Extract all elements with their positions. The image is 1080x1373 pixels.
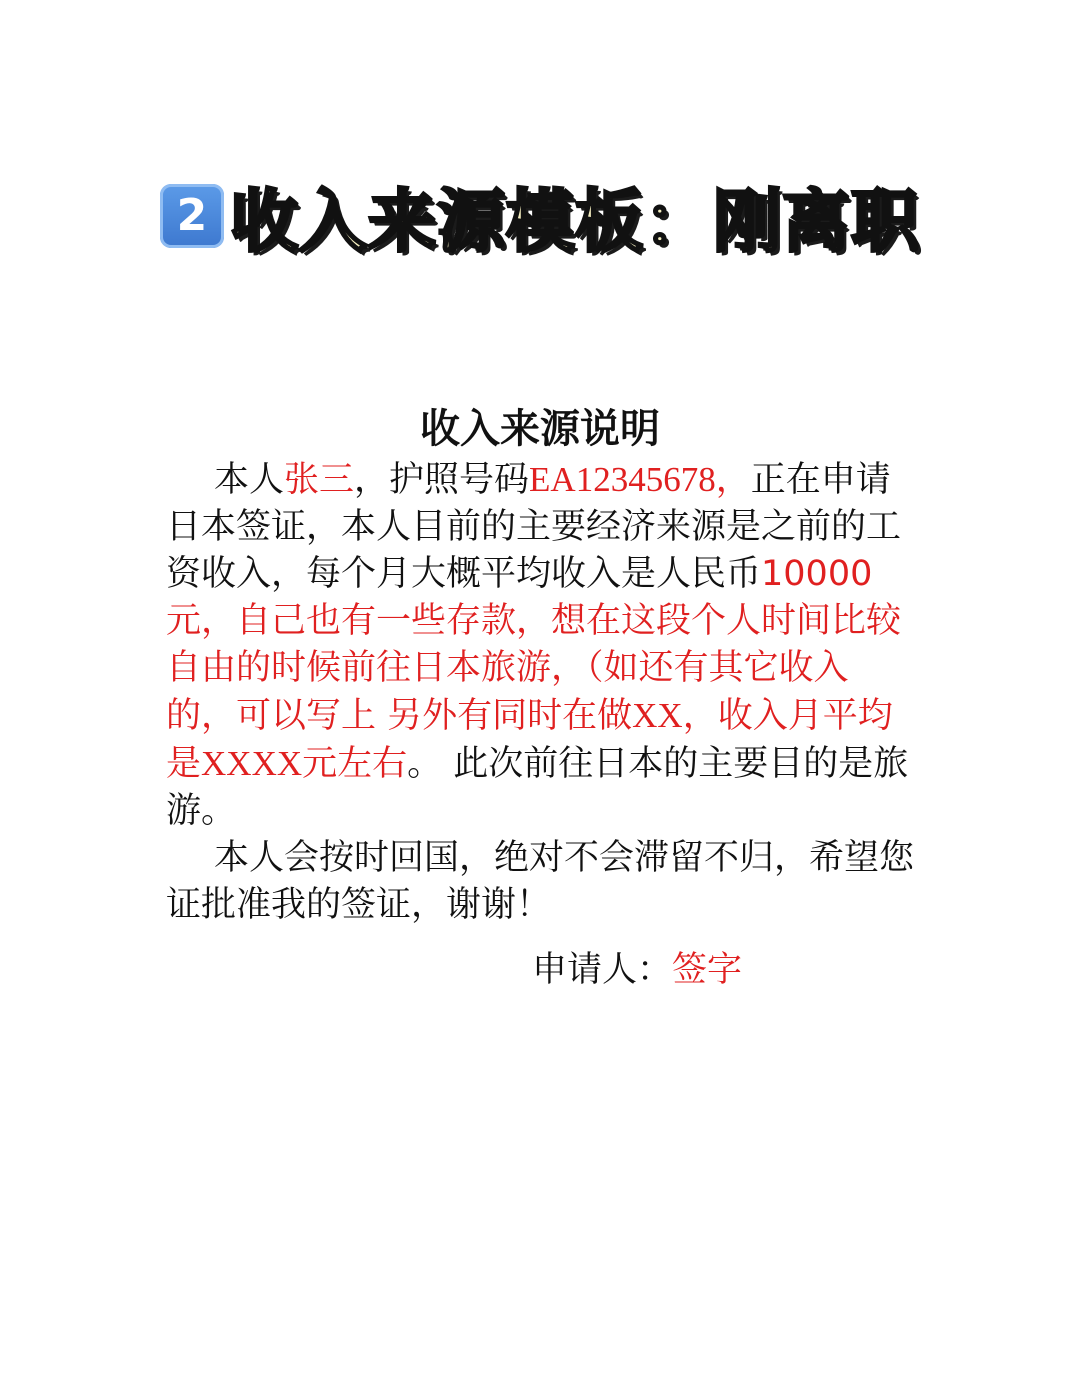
banner-title: 收入来源模板：刚离职 <box>229 182 920 262</box>
applicant-name: 张三 <box>284 460 355 500</box>
income-details: 收入月平均是 <box>166 696 893 784</box>
amount-placeholder: XXXX <box>201 744 303 783</box>
text-segment: 正在申请日本签证，本人目前的主要经济来源是之前的工资收入，每个月大概平均收入是人民币 <box>166 460 902 594</box>
income-details: 元左右 <box>302 744 408 784</box>
passport-number: EA12345678， <box>529 460 751 499</box>
paragraph-return-promise: 本人会按时回国，绝对不会滞留不归，希望您证批准我的签证，谢谢！ <box>166 838 915 925</box>
text-segment: ，护照号码 <box>354 460 530 500</box>
other-job-placeholder: XX， <box>632 696 718 735</box>
banner <box>0 168 1080 264</box>
number-2-badge-icon: 2 <box>160 184 224 248</box>
text-segment: 。 此次前往日本的主要目的是旅游。 <box>166 744 909 831</box>
signature-label: 申请人： <box>532 950 673 990</box>
document-body <box>166 456 916 929</box>
signature-value: 签字 <box>672 950 743 990</box>
paragraph-income-statement <box>166 456 916 835</box>
document-title: 收入来源说明 <box>420 406 660 452</box>
signature-line <box>532 947 742 994</box>
text-segment: 本人 <box>214 460 285 500</box>
income-details: 10000元，自己也有一些存款，想在这段个人时间比较自由的时候前往日本旅游，（如还有其它收入的，可以写上 另外有同时在做 <box>166 554 902 736</box>
